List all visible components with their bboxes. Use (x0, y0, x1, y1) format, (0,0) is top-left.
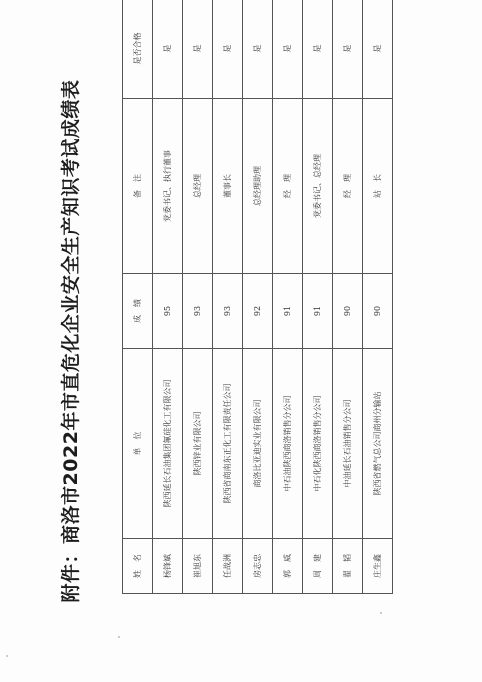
table-header-row (123, 0, 153, 594)
scan-speck (6, 655, 8, 657)
header-unit: 单 位 (123, 349, 153, 539)
cell-name: 郭 威 (273, 539, 303, 594)
cell-note: 党委书记、总经理 (303, 99, 333, 274)
cell-pass: 是 (153, 0, 183, 99)
document-title: 附件：商洛市2022年市直危化企业安全生产知识考试成绩表 (60, 79, 82, 603)
cell-unit: 中石油陕西商洛销售分公司 (273, 349, 303, 539)
cell-unit: 陕西延长石油集团氟硅化工有限公司 (153, 349, 183, 539)
cell-name: 翟 韬 (333, 539, 363, 594)
table-row (153, 0, 183, 594)
table-row (213, 0, 243, 594)
cell-unit: 陕西省燃气总公司商州分输站 (363, 349, 393, 539)
cell-name: 任战洲 (213, 539, 243, 594)
header-note: 备 注 (123, 99, 153, 274)
score-table (122, 0, 393, 594)
cell-unit: 中石化陕西商洛销售分公司 (303, 349, 333, 539)
cell-note: 党委书记、执行董事 (153, 99, 183, 274)
table-row (273, 0, 303, 594)
header-name: 姓 名 (123, 539, 153, 594)
cell-pass: 是 (183, 0, 213, 99)
table-row (243, 0, 273, 594)
cell-pass: 是 (303, 0, 333, 99)
scan-speck (118, 636, 120, 638)
cell-name: 杨锋斌 (153, 539, 183, 594)
cell-name: 周 建 (303, 539, 333, 594)
cell-note: 经 理 (333, 99, 363, 274)
cell-score: 93 (183, 274, 213, 349)
cell-note: 董事长 (213, 99, 243, 274)
cell-name: 崔旭东 (183, 539, 213, 594)
cell-score: 91 (303, 274, 333, 349)
cell-score: 91 (273, 274, 303, 349)
cell-note: 站 长 (363, 99, 393, 274)
cell-pass: 是 (213, 0, 243, 99)
cell-score: 95 (153, 274, 183, 349)
cell-note: 总经理 (183, 99, 213, 274)
cell-name: 房志忠 (243, 539, 273, 594)
cell-pass: 是 (273, 0, 303, 99)
cell-note: 总经理助理 (243, 99, 273, 274)
cell-score: 90 (333, 274, 363, 349)
cell-pass: 是 (243, 0, 273, 99)
cell-unit: 陕西锌业有限公司 (183, 349, 213, 539)
cell-name: 庄生鑫 (363, 539, 393, 594)
table-row (363, 0, 393, 594)
cell-pass: 是 (363, 0, 393, 99)
scan-speck (380, 612, 382, 614)
header-score: 成 绩 (123, 274, 153, 349)
cell-note: 经 理 (273, 99, 303, 274)
table-row (303, 0, 333, 594)
table-row (333, 0, 363, 594)
table-row (183, 0, 213, 594)
cell-unit: 中油延长石油销售分公司 (333, 349, 363, 539)
cell-unit: 陕西省商南东正化工有限责任公司 (213, 349, 243, 539)
cell-score: 92 (243, 274, 273, 349)
cell-unit: 商洛比亚迪实业有限公司 (243, 349, 273, 539)
header-pass: 是否合格 (123, 0, 153, 99)
cell-score: 90 (363, 274, 393, 349)
cell-pass: 是 (333, 0, 363, 99)
cell-score: 93 (213, 274, 243, 349)
